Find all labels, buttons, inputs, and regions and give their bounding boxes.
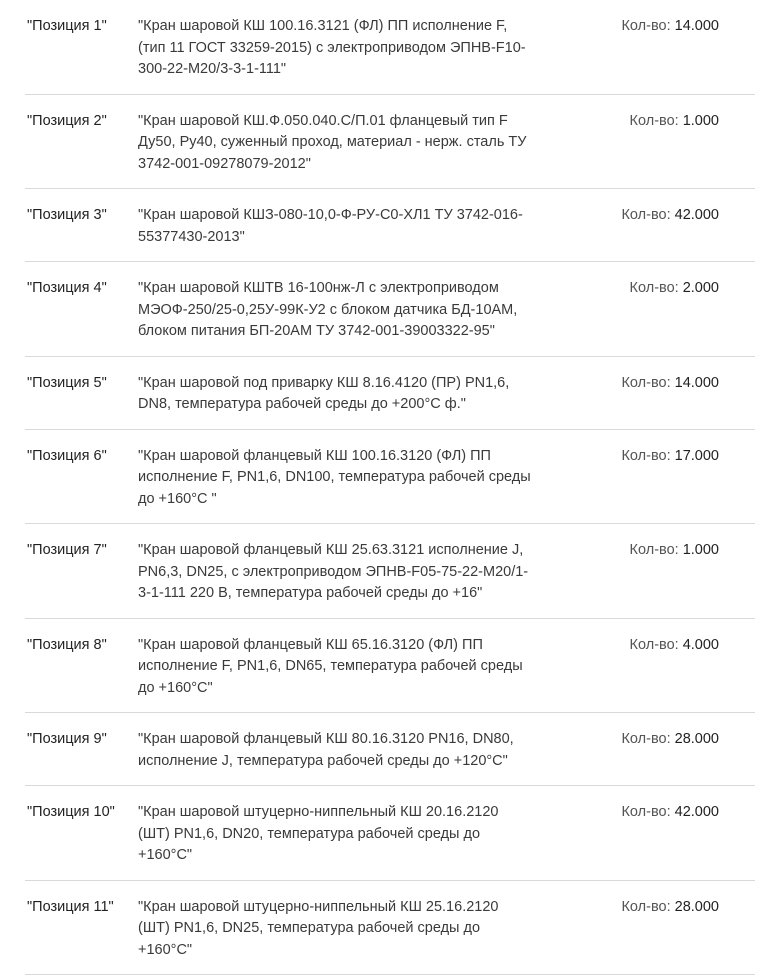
position-quantity: [621, 205, 719, 226]
position-quantity: [630, 635, 719, 656]
position-row: [25, 95, 755, 190]
quantity-label: Кол-во:: [621, 207, 674, 223]
quantity-label: Кол-во:: [621, 448, 674, 464]
position-row: [25, 262, 755, 357]
position-quantity: [621, 373, 719, 394]
quantity-label: Кол-во:: [630, 280, 683, 296]
position-quantity: [621, 446, 719, 467]
quantity-label: Кол-во:: [621, 18, 674, 34]
position-description: "Кран шаровой штуцерно-ниппельный КШ 20.16.2120 (ШТ) PN1,6, DN20, температура рабочей среды до +160°С": [138, 802, 533, 867]
quantity-label: Кол-во:: [630, 113, 683, 129]
quantity-label: Кол-во:: [621, 899, 674, 915]
position-description: "Кран шаровой КШ 100.16.3121 (ФЛ) ПП исполнение F, (тип 11 ГОСТ 33259-2015) с электроприводом ЭПНВ-F10-300-22-М20/3-3-1-111": [138, 16, 533, 81]
position-quantity: [630, 540, 719, 561]
position-description: "Кран шаровой фланцевый КШ 25.63.3121 исполнение J, PN6,3, DN25, с электроприводом ЭПНВ-F05-75-22-М20/1-3-1-111 220 В, температура рабочей среды до +16": [138, 540, 533, 605]
quantity-label: Кол-во:: [621, 804, 674, 820]
quantity-value: 17.000: [675, 448, 719, 464]
position-row: [25, 524, 755, 619]
position-description: "Кран шаровой фланцевый КШ 100.16.3120 (ФЛ) ПП исполнение F, PN1,6, DN100, температура рабочей среды до +160°С ": [138, 446, 533, 511]
position-quantity: [630, 278, 719, 299]
position-row: [25, 189, 755, 262]
position-name: "Позиция 8": [27, 635, 107, 656]
position-name: "Позиция 6": [27, 446, 107, 467]
quantity-value: 2.000: [683, 280, 719, 296]
quantity-value: 42.000: [675, 804, 719, 820]
quantity-value: 28.000: [675, 731, 719, 747]
position-row: [25, 430, 755, 525]
position-name: "Позиция 9": [27, 729, 107, 750]
position-name: "Позиция 2": [27, 111, 107, 132]
position-name: "Позиция 7": [27, 540, 107, 561]
position-name: "Позиция 3": [27, 205, 107, 226]
position-row: [25, 619, 755, 714]
quantity-value: 4.000: [683, 637, 719, 653]
position-description: "Кран шаровой штуцерно-ниппельный КШ 25.16.2120 (ШТ) PN1,6, DN25, температура рабочей среды до +160°С": [138, 897, 533, 962]
position-description: "Кран шаровой под приварку КШ 8.16.4120 (ПР) PN1,6, DN8, температура рабочей среды до +200°С ф.": [138, 373, 533, 416]
quantity-value: 14.000: [675, 375, 719, 391]
quantity-value: 28.000: [675, 899, 719, 915]
position-row: [25, 713, 755, 786]
quantity-label: Кол-во:: [630, 637, 683, 653]
quantity-label: Кол-во:: [621, 731, 674, 747]
position-quantity: [630, 111, 719, 132]
position-row: [25, 357, 755, 430]
position-name: "Позиция 10": [27, 802, 115, 823]
quantity-value: 1.000: [683, 542, 719, 558]
position-quantity: [621, 16, 719, 37]
quantity-value: 42.000: [675, 207, 719, 223]
position-quantity: [621, 729, 719, 750]
position-description: "Кран шаровой КШ.Ф.050.040.С/П.01 фланцевый тип F Ду50, Ру40, суженный проход, материал - нерж. сталь ТУ 3742-001-09278079-2012": [138, 111, 533, 176]
position-name: "Позиция 5": [27, 373, 107, 394]
position-row: [25, 786, 755, 881]
position-name: "Позиция 1": [27, 16, 107, 37]
position-row: [25, 0, 755, 95]
quantity-label: Кол-во:: [630, 542, 683, 558]
position-quantity: [621, 897, 719, 918]
quantity-label: Кол-во:: [621, 375, 674, 391]
position-description: "Кран шаровой КШЗ-080-10,0-Ф-РУ-С0-ХЛ1 ТУ 3742-016-55377430-2013": [138, 205, 533, 248]
position-quantity: [621, 802, 719, 823]
quantity-value: 1.000: [683, 113, 719, 129]
position-name: "Позиция 11": [27, 897, 114, 918]
position-description: "Кран шаровой фланцевый КШ 65.16.3120 (ФЛ) ПП исполнение F, PN1,6, DN65, температура рабочей среды до +160°С": [138, 635, 533, 700]
position-row: [25, 881, 755, 975]
position-name: "Позиция 4": [27, 278, 107, 299]
position-description: "Кран шаровой КШТВ 16-100нж-Л с электроприводом МЭОФ-250/25-0,25У-99К-У2 с блоком датчика БД-10АМ, блоком питания БП-20АМ ТУ 3742-001-39003322-95": [138, 278, 533, 343]
quantity-value: 14.000: [675, 18, 719, 34]
position-description: "Кран шаровой фланцевый КШ 80.16.3120 PN16, DN80, исполнение J, температура рабочей среды до +120°С": [138, 729, 533, 772]
